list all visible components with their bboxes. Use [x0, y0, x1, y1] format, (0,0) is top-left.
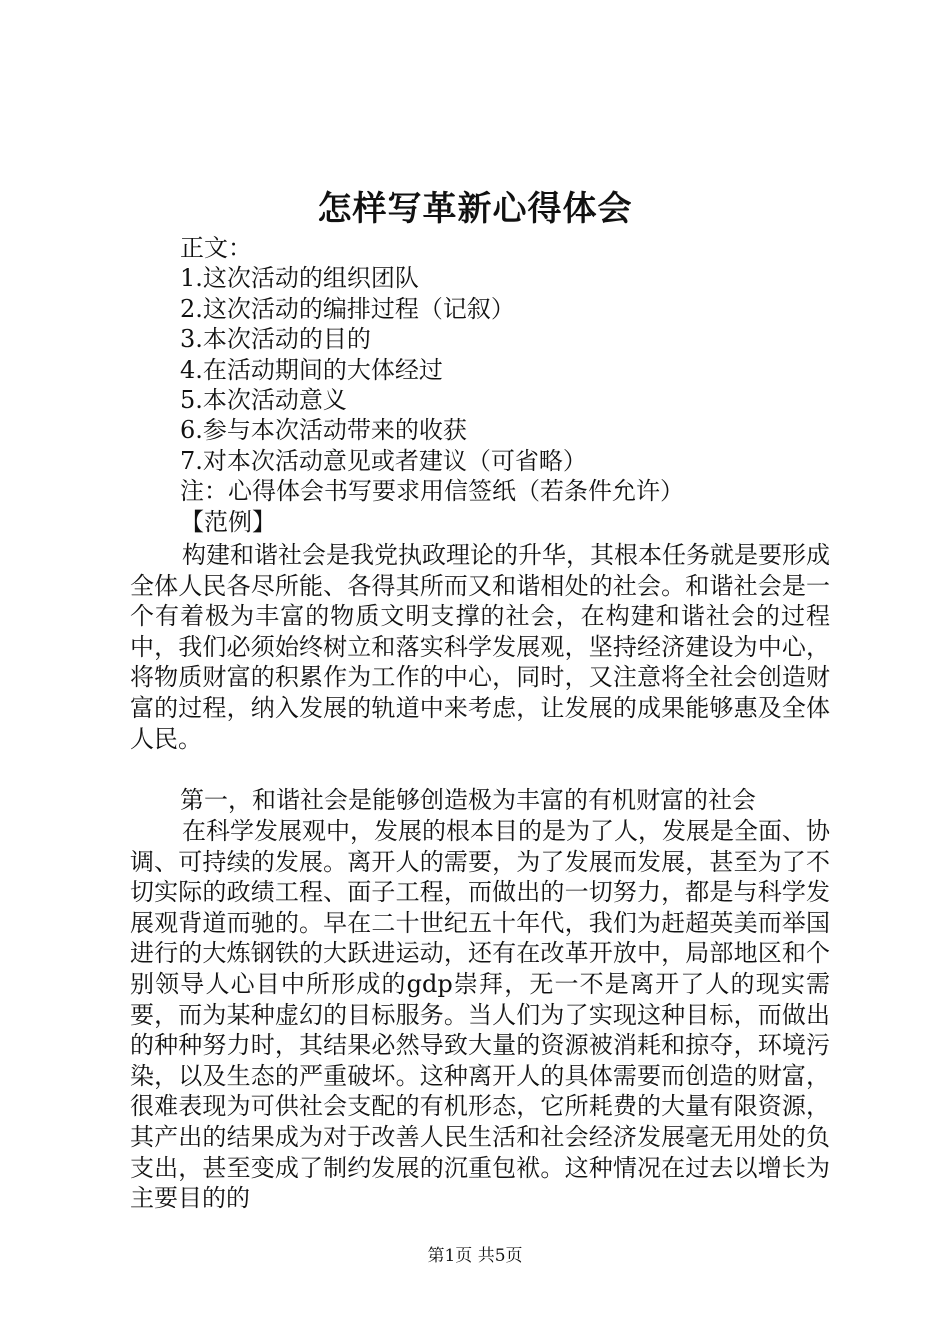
outline-item-5: 5.本次活动意义 [180, 385, 347, 414]
outline-item-2: 2.这次活动的编排过程（记叙） [180, 294, 515, 323]
outline-item-4: 4.在活动期间的大体经过 [180, 355, 443, 384]
page-footer: 第1页 共5页 [427, 1246, 523, 1266]
outline-item-3: 3.本次活动的目的 [180, 325, 371, 354]
outline-note: 注：心得体会书写要求用信签纸（若条件允许） [180, 477, 684, 506]
outline-item-7: 7.对本次活动意见或者建议（可省略） [180, 446, 587, 475]
outline-heading: 正文： [180, 234, 252, 262]
outline-item-6: 6.参与本次活动带来的收获 [180, 416, 467, 445]
outline-item-1: 1.这次活动的组织团队 [180, 264, 419, 293]
example-paragraph-1: 构建和谐社会是我党执政理论的升华，其根本任务就是要形成全体人民各尽所能、各得其所而又和谐相处的社会。和谐社会是一个有着极为丰富的物质文明支撑的社会，在构建和谐社会的过程中，我们必须始终树立和落实科学发展观，坚持经济建设为中心，将物质财富的积累作为工作的中心，同时，又注意将全社会创造财富的过程，纳入发展的轨道中来考虑，让发展的成果能够惠及全体人民。 [130, 541, 830, 753]
example-paragraph-2: 在科学发展观中，发展的根本目的是为了人，发展是全面、协调、可持续的发展。离开人的需要，为了发展而发展，甚至为了不切实际的政绩工程、面子工程，而做出的一切努力，都是与科学发展观背道而驰的。早在二十世纪五十年代，我们为赶超英美而举国进行的大炼钢铁的大跃进运动，还有在改革开放中，局部地区和个别领导人心目中所形成的gdp崇拜，无一不是离开了人的现实需要，而为某种虚幻的目标服务。当人们为了实现这种目标，而做出的种种努力时，其结果必然导致大量的资源被消耗和掠夺，环境污染，以及生态的严重破坏。这种离开人的具体需要而创造的财富，很难表现为可供社会支配的有机形态，它所耗费的大量有限资源，其产出的结果成为对于改善人民生活和社会经济发展毫无用处的负支出，甚至变成了制约发展的沉重包袱。这种情况在过去以增长为主要目的的 [130, 817, 830, 1213]
section-heading: 第一，和谐社会是能够创造极为丰富的有机财富的社会 [180, 786, 756, 814]
document-title: 怎样写革新心得体会 [317, 189, 633, 229]
outline-list [180, 233, 840, 537]
example-label: 【范例】 [180, 507, 276, 536]
